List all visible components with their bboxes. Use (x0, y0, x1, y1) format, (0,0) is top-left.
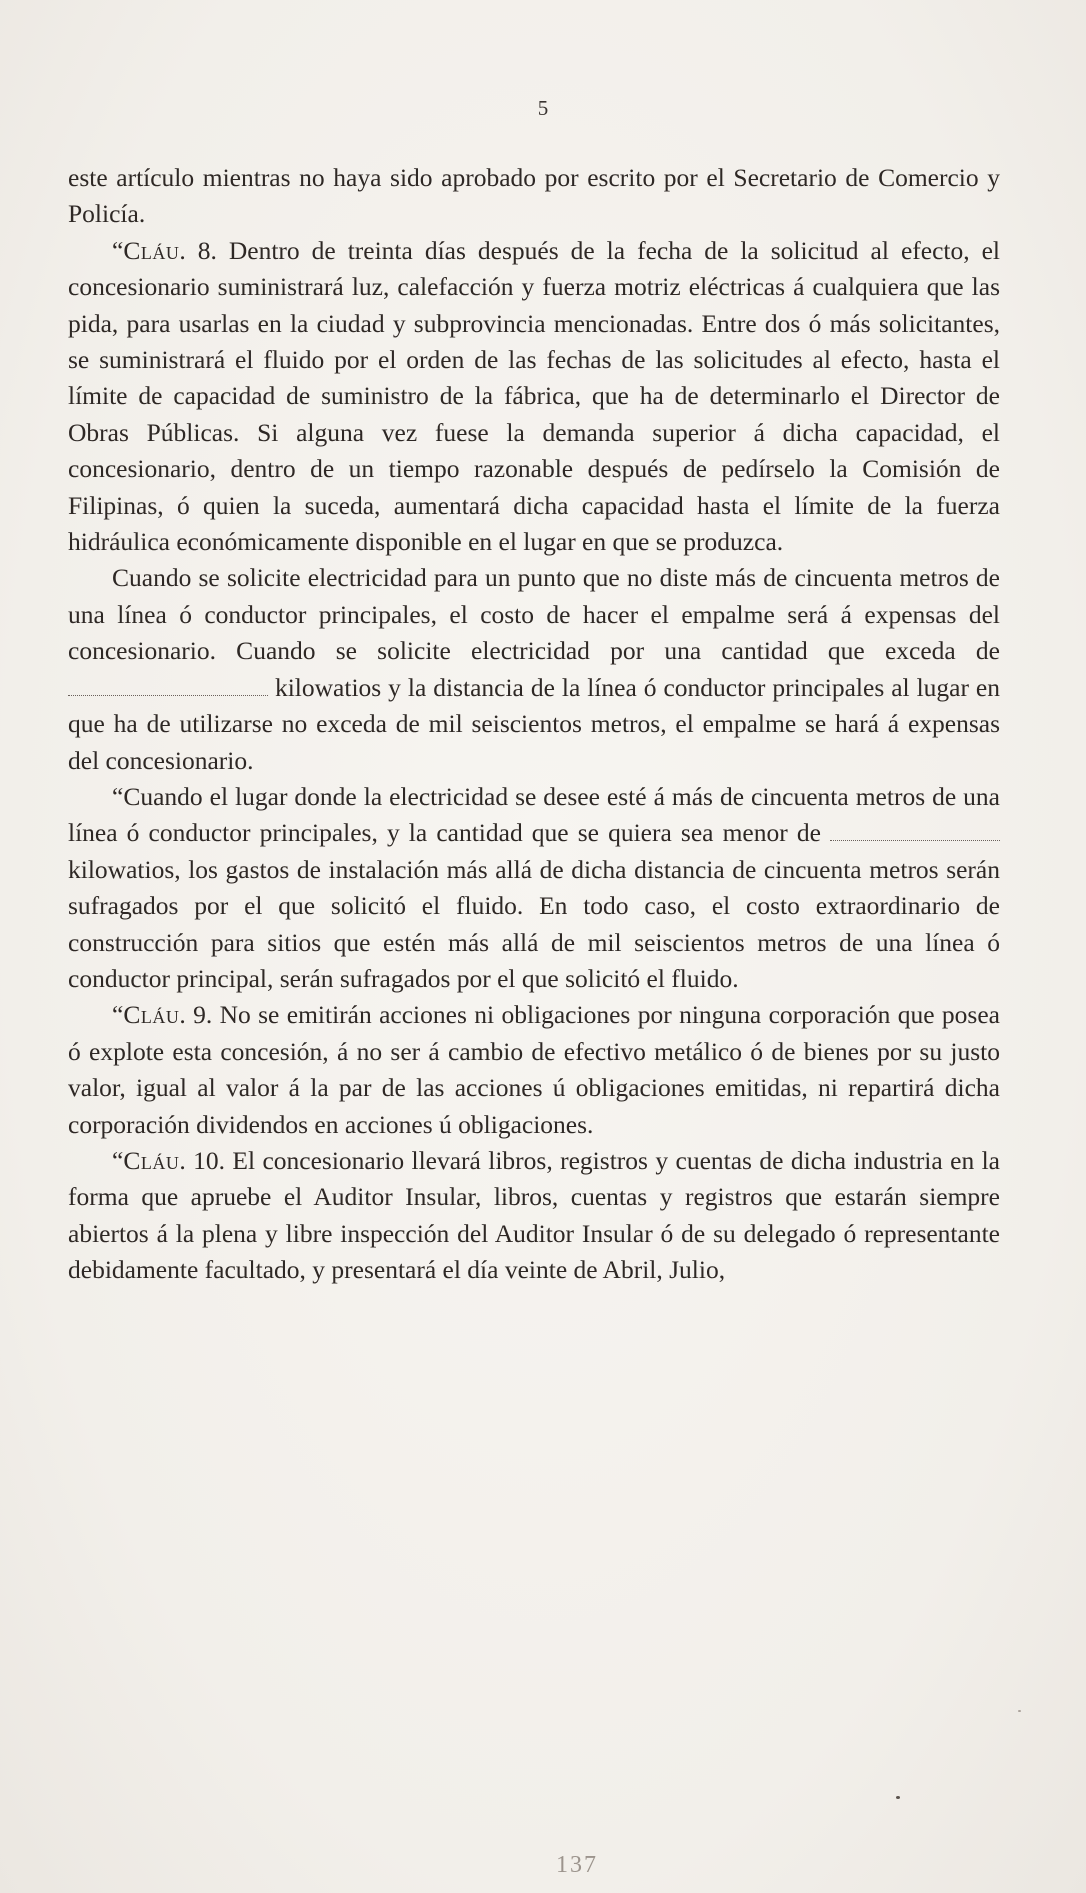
text-run: “ (112, 1145, 124, 1175)
text-run: kilowatios y la distancia de la línea ó conductor principales al lugar en que ha de utilizarse no exceda de mil seiscientos metros, el empalme se hará á expensas del concesionario. (68, 672, 1000, 775)
footer-mark: 137 (556, 1852, 598, 1878)
text-run: kilowatios, los gastos de instalación más allá de dicha distancia de cincuenta metros serán sufragados por el que solicitó el fluido. En todo caso, el costo extraordinario de construcción para sitios que estén más allá de mil seiscientos metros de una línea ó conductor principal, serán sufragados por el que solicitó el fluido. (68, 854, 1000, 993)
paragraph (68, 1143, 1000, 1289)
text-run: “ (112, 235, 124, 265)
fill-in-blank (830, 822, 1000, 841)
paragraph (68, 560, 1000, 778)
text-run: . 9. No se emitirán acciones ni obligaciones por ninguna corporación que posea ó explote esta concesión, á no ser á cambio de efectivo metálico ó de bienes por su justo valor, igual al valor á la par de las acciones ú obligaciones emitidas, ni repartirá dicha corporación dividendos en acciones ú obligaciones. (68, 1000, 1000, 1139)
text-run: este artículo mientras no haya sido aprobado por escrito por el Secretario de Comercio y Policía. (68, 163, 1000, 229)
paper-speck (896, 1796, 900, 1799)
paragraph (68, 779, 1000, 997)
body-text (68, 160, 1000, 1289)
fill-in-blank (68, 677, 268, 696)
paper-speck (1018, 1710, 1021, 1712)
text-run: “Cuando el lugar donde la electricidad se desee esté á más de cincuenta metros de una línea ó conductor principales, y la cantidad que se quiera sea menor de (68, 781, 1000, 848)
paragraph (68, 160, 1000, 233)
paragraph (68, 997, 1000, 1143)
text-run: Cuando se solicite electricidad para un punto que no diste más de cincuenta metros de una línea ó conductor principales, el costo de hacer el empalme será á expensas del concesionario. Cuando se solicite electricidad por una cantidad que exceda de (68, 563, 1000, 666)
text-run: . 10. El concesionario llevará libros, registros y cuentas de dicha industria en la forma que apruebe el Auditor Insular, libros, cuentas y registros que estarán siempre abiertos á la plena y libre inspección del Auditor Insular ó de su delegado ó representante debidamente facultado, y presentará el día veinte de Abril, Julio, (68, 1145, 1000, 1285)
clause-label: Cláu (123, 235, 180, 265)
text-run: . 8. Dentro de treinta días después de la fecha de la solicitud al efecto, el concesionario suministrará luz, calefacción y fuerza motriz eléctricas á cualquiera que las pida, para usarlas en la ciudad y subprovincia mencionadas. Entre dos ó más solicitantes, se suministrará el fluido por el orden de las fechas de las solicitudes al efecto, hasta el límite de capacidad de suministro de la fábrica, que ha de determinarlo el Director de Obras Públicas. Si alguna vez fuese la demanda superior á dicha capacidad, el concesionario, dentro de un tiempo razonable después de pedírselo la Comisión de Filipinas, ó quien la suceda, aumentará dicha capacidad hasta el límite de la fuerza hidráulica económicamente disponible en el lugar en que se produzca. (68, 235, 1000, 557)
paragraph (68, 233, 1000, 561)
clause-label: Cláu (123, 1145, 180, 1175)
clause-label: Cláu (123, 1000, 180, 1030)
page-number: 5 (537, 96, 549, 120)
text-run: “ (112, 1000, 124, 1030)
